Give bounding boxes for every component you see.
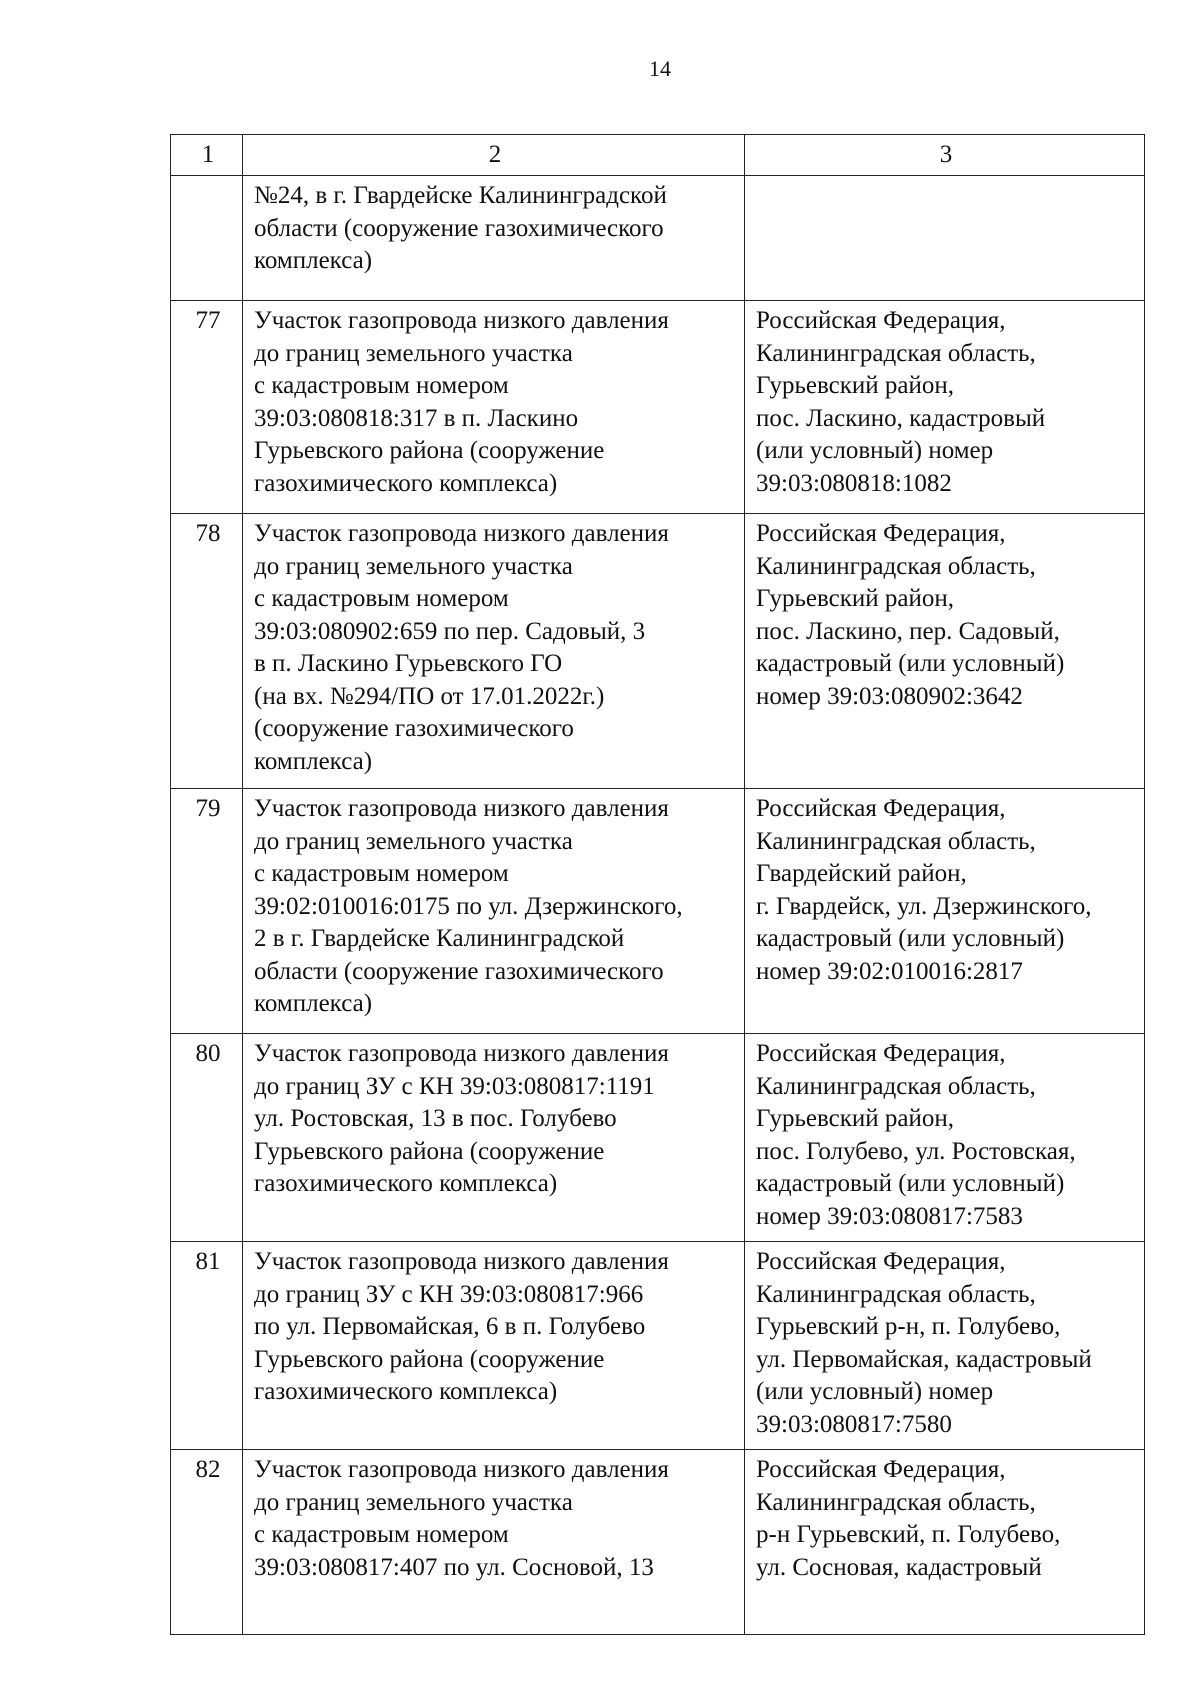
table-row — [171, 1450, 1145, 1635]
row-number-cell: 78 — [171, 514, 243, 789]
row-number-cell: 79 — [171, 789, 243, 1034]
object-description-cell: Участок газопровода низкого давления до границ ЗУ с КН 39:03:080817:1191 ул. Ростовская, 13 в пос. Голубево Гурьевского района (сооружение газохимического комплекса) — [243, 1034, 745, 1242]
object-location-cell: Российская Федерация, Калининградская область, Гурьевский район, пос. Ласкино, пер. Садовый, кадастровый (или условный) номер 39:03:080902:3642 — [745, 514, 1145, 789]
object-description-cell: №24, в г. Гвардейске Калининградской области (сооружение газохимического комплекса) — [243, 176, 745, 301]
page-number: 14 — [649, 56, 671, 81]
row-number-cell — [171, 176, 243, 301]
column-header-3: 3 — [745, 135, 1145, 176]
row-number-cell: 82 — [171, 1450, 243, 1635]
object-description-cell: Участок газопровода низкого давления до границ земельного участка с кадастровым номером 39:03:080818:317 в п. Ласкино Гурьевского района (сооружение газохимического комплекса) — [243, 301, 745, 514]
object-location-cell: Российская Федерация, Калининградская область, Гвардейский район, г. Гвардейск, ул. Дзержинского, кадастровый (или условный) номер 39:02:010016:2817 — [745, 789, 1145, 1034]
object-description-cell: Участок газопровода низкого давления до границ земельного участка с кадастровым номером 39:03:080902:659 по пер. Садовый, 3 в п. Ласкино Гурьевского ГО (на вх. №294/ПО от 17.01.2022г.) (сооружение газохимического комплекса) — [243, 514, 745, 789]
row-number-cell: 77 — [171, 301, 243, 514]
table-row — [171, 301, 1145, 514]
table-row — [171, 789, 1145, 1034]
object-location-cell — [745, 176, 1145, 301]
table-header-row — [171, 135, 1145, 176]
object-location-cell: Российская Федерация, Калининградская область, Гурьевский район, пос. Ласкино, кадастровый (или условный) номер 39:03:080818:1082 — [745, 301, 1145, 514]
objects-table — [170, 134, 1145, 1635]
column-header-2: 2 — [243, 135, 745, 176]
table-row-continuation — [171, 176, 1145, 301]
table-row — [171, 1034, 1145, 1242]
object-location-cell: Российская Федерация, Калининградская область, Гурьевский р-н, п. Голубево, ул. Первомайская, кадастровый (или условный) номер 39:03:080817:7580 — [745, 1242, 1145, 1450]
table-row — [171, 514, 1145, 789]
object-location-cell: Российская Федерация, Калининградская область, р-н Гурьевский, п. Голубево, ул. Сосновая, кадастровый — [745, 1450, 1145, 1635]
column-header-1: 1 — [171, 135, 243, 176]
object-description-cell: Участок газопровода низкого давления до границ земельного участка с кадастровым номером 39:03:080817:407 по ул. Сосновой, 13 — [243, 1450, 745, 1635]
object-description-cell: Участок газопровода низкого давления до границ ЗУ с КН 39:03:080817:966 по ул. Первомайская, 6 в п. Голубево Гурьевского района (сооружение газохимического комплекса) — [243, 1242, 745, 1450]
row-number-cell: 81 — [171, 1242, 243, 1450]
row-number-cell: 80 — [171, 1034, 243, 1242]
object-location-cell: Российская Федерация, Калининградская область, Гурьевский район, пос. Голубево, ул. Ростовская, кадастровый (или условный) номер 39:03:080817:7583 — [745, 1034, 1145, 1242]
table-row — [171, 1242, 1145, 1450]
object-description-cell: Участок газопровода низкого давления до границ земельного участка с кадастровым номером 39:02:010016:0175 по ул. Дзержинского, 2 в г. Гвардейске Калининградской области (сооружение газохимического комплекса) — [243, 789, 745, 1034]
